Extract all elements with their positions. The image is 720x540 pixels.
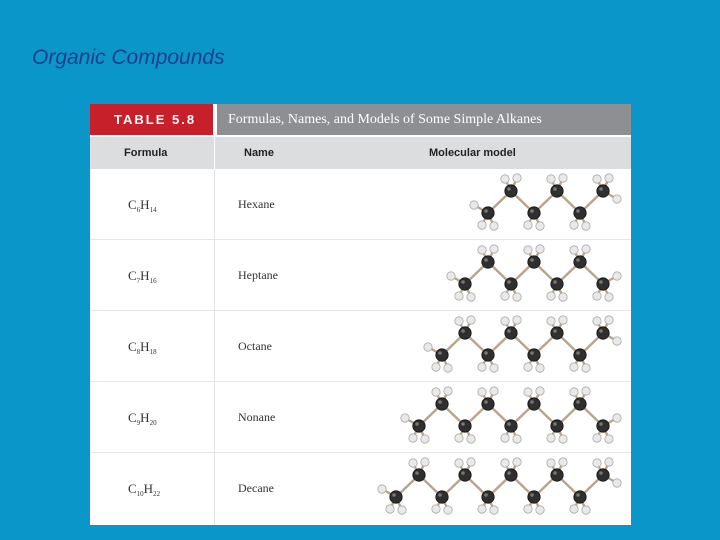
carbon-atom-highlight	[530, 400, 534, 404]
carbon-atom-highlight	[507, 280, 511, 284]
table-caption-bar	[90, 104, 631, 135]
carbon-atom	[528, 256, 540, 268]
hydrogen-atom	[455, 317, 463, 325]
carbon-atom-highlight	[438, 400, 442, 404]
carbon-subscript: 9	[136, 419, 141, 427]
hydrogen-atom	[605, 458, 613, 466]
hydrogen-atom	[559, 293, 567, 301]
carbon-atom-highlight	[461, 329, 465, 333]
carbon-atom	[505, 185, 517, 197]
hydrogen-atom	[570, 221, 578, 229]
hydrogen-atom	[605, 435, 613, 443]
carbon-atom-highlight	[507, 187, 511, 191]
hydrogen-atom	[421, 435, 429, 443]
hydrogen-atom	[424, 343, 432, 351]
carbon-atom-highlight	[530, 209, 534, 213]
carbon-atom-highlight	[553, 471, 557, 475]
table-number-tag: TABLE 5.8	[90, 104, 213, 135]
hydrogen-atom	[490, 506, 498, 514]
hydrogen-atom	[478, 246, 486, 254]
carbon-atom	[413, 420, 425, 432]
hydrogen-atom	[605, 174, 613, 182]
hydrogen-subscript: 16	[149, 277, 157, 285]
carbon-atom-highlight	[507, 471, 511, 475]
carbon-atom	[390, 491, 402, 503]
hydrogen-atom	[501, 459, 509, 467]
carbon-atom	[597, 278, 609, 290]
hydrogen-atom	[478, 388, 486, 396]
carbon-atom	[459, 420, 471, 432]
hydrogen-atom	[513, 458, 521, 466]
hydrogen-atom	[478, 363, 486, 371]
carbon-atom	[482, 349, 494, 361]
header-name: Name	[244, 147, 274, 159]
carbon-atom	[459, 327, 471, 339]
formula-cell: $C_6H_{14}$	[128, 197, 157, 214]
alkanes-table	[90, 104, 631, 525]
carbon-atom	[505, 420, 517, 432]
carbon-atom	[413, 469, 425, 481]
carbon-atom-highlight	[553, 280, 557, 284]
carbon-atom	[574, 349, 586, 361]
caption-separator	[213, 104, 217, 135]
carbon-atom	[574, 491, 586, 503]
hydrogen-atom	[547, 434, 555, 442]
hydrogen-atom	[593, 434, 601, 442]
carbon-atom-highlight	[484, 258, 488, 262]
carbon-atom-highlight	[484, 209, 488, 213]
hydrogen-atom	[513, 174, 521, 182]
carbon-atom	[482, 491, 494, 503]
carbon-atom-highlight	[461, 422, 465, 426]
formula-cell: $C_7H_{16}$	[128, 268, 157, 285]
table-header-row	[90, 137, 631, 169]
hydrogen-atom	[559, 316, 567, 324]
name-cell: Hexane	[238, 197, 275, 211]
hydrogen-atom	[490, 245, 498, 253]
carbon-atom	[528, 398, 540, 410]
carbon-atom	[436, 491, 448, 503]
carbon-atom	[597, 185, 609, 197]
carbon-subscript: 8	[136, 348, 141, 356]
hydrogen-atom	[605, 316, 613, 324]
hydrogen-atom	[613, 337, 621, 345]
carbon-atom-highlight	[484, 351, 488, 355]
carbon-atom-highlight	[461, 471, 465, 475]
hydrogen-atom	[501, 175, 509, 183]
hydrogen-atom	[536, 506, 544, 514]
hydrogen-atom	[386, 505, 394, 513]
carbon-subscript: 10	[136, 490, 144, 498]
hydrogen-atom	[409, 459, 417, 467]
carbon-atom-highlight	[530, 351, 534, 355]
carbon-atom-highlight	[484, 400, 488, 404]
hydrogen-atom	[593, 175, 601, 183]
carbon-atom-highlight	[576, 493, 580, 497]
hydrogen-subscript: 22	[153, 490, 161, 498]
table-row	[90, 382, 631, 453]
carbon-atom-highlight	[415, 422, 419, 426]
hydrogen-atom	[593, 317, 601, 325]
carbon-atom-highlight	[530, 493, 534, 497]
hydrogen-atom	[378, 485, 386, 493]
carbon-atom	[528, 349, 540, 361]
hydrogen-atom	[444, 506, 452, 514]
formula-cell: $C_9H_{20}$	[128, 410, 157, 427]
formula-cell: $C_8H_{18}$	[128, 339, 157, 356]
name-cell: Octane	[238, 339, 272, 353]
hydrogen-atom	[478, 221, 486, 229]
hydrogen-atom	[570, 505, 578, 513]
carbon-atom-highlight	[599, 329, 603, 333]
carbon-atom	[574, 207, 586, 219]
carbon-atom-highlight	[576, 209, 580, 213]
hydrogen-atom	[582, 245, 590, 253]
hydrogen-atom	[613, 195, 621, 203]
carbon-atom	[597, 420, 609, 432]
carbon-subscript: 6	[136, 206, 141, 214]
carbon-atom	[551, 278, 563, 290]
carbon-atom	[574, 398, 586, 410]
hydrogen-atom	[605, 293, 613, 301]
name-cell: Nonane	[238, 410, 276, 424]
carbon-atom	[482, 256, 494, 268]
carbon-atom	[551, 327, 563, 339]
nonane-ball-and-stick-model-icon	[345, 382, 631, 453]
header-molecular-model: Molecular model	[429, 147, 516, 159]
hydrogen-atom	[570, 363, 578, 371]
carbon-atom-highlight	[415, 471, 419, 475]
hydrogen-atom	[470, 201, 478, 209]
hydrogen-atom	[409, 434, 417, 442]
hydrogen-atom	[432, 505, 440, 513]
hydrogen-atom	[501, 292, 509, 300]
hydrogen-atom	[513, 293, 521, 301]
carbon-atom-highlight	[438, 351, 442, 355]
hydrogen-atom	[524, 505, 532, 513]
carbon-atom-highlight	[576, 351, 580, 355]
carbon-atom	[459, 469, 471, 481]
hydrogen-atom	[398, 506, 406, 514]
hydrogen-subscript: 20	[149, 419, 157, 427]
carbon-atom-highlight	[599, 422, 603, 426]
hydrogen-atom	[490, 387, 498, 395]
carbon-atom	[482, 398, 494, 410]
carbon-atom	[551, 185, 563, 197]
hydrogen-atom	[513, 316, 521, 324]
hydrogen-atom	[570, 246, 578, 254]
hydrogen-atom	[455, 292, 463, 300]
hydrogen-atom	[547, 292, 555, 300]
hydrogen-atom	[613, 272, 621, 280]
carbon-atom	[528, 491, 540, 503]
hydrogen-atom	[593, 292, 601, 300]
hydrogen-atom	[547, 175, 555, 183]
carbon-atom-highlight	[507, 329, 511, 333]
hydrogen-atom	[455, 434, 463, 442]
header-formula: Formula	[124, 147, 168, 159]
hydrogen-atom	[490, 222, 498, 230]
carbon-atom-highlight	[553, 422, 557, 426]
hydrogen-atom	[478, 505, 486, 513]
hydrogen-subscript: 14	[149, 206, 157, 214]
header-divider	[214, 137, 215, 169]
hydrogen-atom	[444, 364, 452, 372]
carbon-atom-highlight	[553, 329, 557, 333]
carbon-subscript: 7	[136, 277, 141, 285]
hydrogen-atom	[582, 506, 590, 514]
table-row	[90, 169, 631, 240]
hydrogen-atom	[401, 414, 409, 422]
hydrogen-atom	[524, 246, 532, 254]
hydrogen-atom	[467, 316, 475, 324]
hydrogen-atom	[559, 174, 567, 182]
table-caption: Formulas, Names, and Models of Some Simple Alkanes	[228, 112, 542, 127]
hydrogen-atom	[432, 363, 440, 371]
table-row	[90, 240, 631, 311]
hydrogen-atom	[524, 221, 532, 229]
hydrogen-atom	[467, 435, 475, 443]
hydrogen-atom	[613, 414, 621, 422]
carbon-atom	[459, 278, 471, 290]
carbon-atom-highlight	[576, 258, 580, 262]
hydrogen-atom	[547, 459, 555, 467]
hydrogen-atom	[524, 363, 532, 371]
carbon-atom-highlight	[576, 400, 580, 404]
name-cell: Decane	[238, 481, 274, 495]
table-row	[90, 453, 631, 524]
hydrogen-atom	[501, 317, 509, 325]
hydrogen-atom	[547, 317, 555, 325]
carbon-atom	[436, 398, 448, 410]
hydrogen-atom	[570, 388, 578, 396]
carbon-atom-highlight	[461, 280, 465, 284]
decane-ball-and-stick-model-icon	[345, 453, 631, 524]
hydrogen-atom	[536, 245, 544, 253]
carbon-atom-highlight	[438, 493, 442, 497]
hydrogen-atom	[501, 434, 509, 442]
carbon-atom-highlight	[484, 493, 488, 497]
hydrogen-atom	[432, 388, 440, 396]
carbon-atom	[574, 256, 586, 268]
hydrogen-atom	[536, 364, 544, 372]
hydrogen-atom	[447, 272, 455, 280]
hydrogen-atom	[536, 222, 544, 230]
hydrogen-subscript: 18	[149, 348, 157, 356]
carbon-atom	[505, 327, 517, 339]
carbon-atom-highlight	[599, 187, 603, 191]
hydrogen-atom	[490, 364, 498, 372]
carbon-atom-highlight	[553, 187, 557, 191]
carbon-atom	[482, 207, 494, 219]
carbon-atom	[597, 327, 609, 339]
hydrogen-atom	[613, 479, 621, 487]
carbon-atom-highlight	[392, 493, 396, 497]
octane-ball-and-stick-model-icon	[345, 311, 631, 382]
carbon-atom	[597, 469, 609, 481]
hydrogen-atom	[524, 388, 532, 396]
hydrogen-atom	[559, 435, 567, 443]
hydrogen-atom	[559, 458, 567, 466]
hydrogen-atom	[513, 435, 521, 443]
hydrogen-atom	[444, 387, 452, 395]
slide-title: Organic Compounds	[32, 46, 225, 69]
carbon-atom	[551, 469, 563, 481]
hydrogen-atom	[467, 293, 475, 301]
carbon-atom	[436, 349, 448, 361]
carbon-atom-highlight	[599, 471, 603, 475]
carbon-atom-highlight	[599, 280, 603, 284]
carbon-atom	[505, 278, 517, 290]
carbon-atom-highlight	[530, 258, 534, 262]
hydrogen-atom	[593, 459, 601, 467]
hydrogen-atom	[467, 458, 475, 466]
carbon-atom	[505, 469, 517, 481]
carbon-atom-highlight	[507, 422, 511, 426]
hydrogen-atom	[582, 387, 590, 395]
carbon-atom	[551, 420, 563, 432]
hydrogen-atom	[421, 458, 429, 466]
hydrogen-atom	[582, 222, 590, 230]
hexane-ball-and-stick-model-icon	[345, 169, 631, 240]
table-row	[90, 311, 631, 382]
heptane-ball-and-stick-model-icon	[345, 240, 631, 311]
formula-cell: $C_{10}H_{22}$	[128, 481, 161, 498]
name-cell: Heptane	[238, 268, 278, 282]
hydrogen-atom	[536, 387, 544, 395]
hydrogen-atom	[455, 459, 463, 467]
carbon-atom	[528, 207, 540, 219]
hydrogen-atom	[582, 364, 590, 372]
